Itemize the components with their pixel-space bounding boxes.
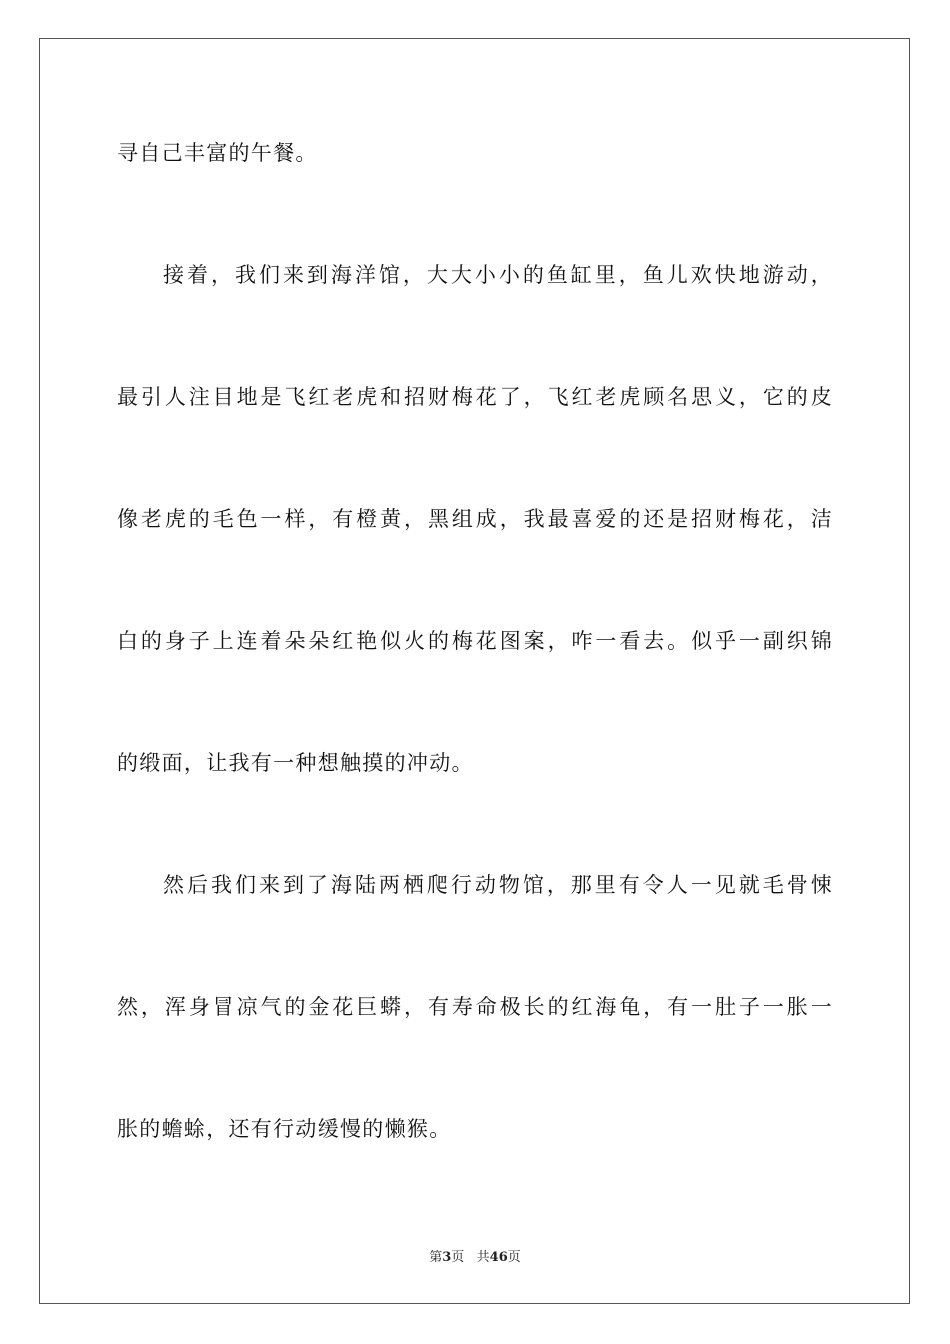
paragraph-line: 胀的蟾蜍，还有行动缓慢的懒猴。 (117, 1117, 452, 1141)
paragraph-line: 然后我们来到了海陆两栖爬行动物馆，那里有令人一见就毛骨悚 (163, 873, 833, 897)
page-label-suffix: 页 (507, 1250, 521, 1265)
paragraph-line: 最引人注目地是飞红老虎和招财梅花了，飞红老虎顾名思义，它的皮 (117, 385, 833, 409)
paragraph-line: 然，浑身冒凉气的金花巨蟒，有寿命极长的红海龟，有一肚子一胀一 (117, 995, 833, 1019)
paragraph-line: 像老虎的毛色一样，有橙黄，黑组成，我最喜爱的还是招财梅花，洁 (117, 507, 833, 531)
page-number-footer (0, 1246, 950, 1265)
paragraph-line: 白的身子上连着朵朵红艳似火的梅花图案，咋一看去。似乎一副织锦 (117, 629, 833, 653)
page-label-mid: 页 共 (451, 1250, 490, 1265)
page-label-prefix: 第 (429, 1250, 443, 1265)
current-page-number: 3 (442, 1250, 452, 1265)
total-page-number: 46 (489, 1250, 508, 1265)
paragraph-line: 寻自己丰富的午餐。 (117, 141, 318, 165)
paragraph-line: 的缎面，让我有一种想触摸的冲动。 (117, 751, 474, 775)
paragraph-line: 接着，我们来到海洋馆，大大小小的鱼缸里，鱼儿欢快地游动， (163, 263, 833, 287)
